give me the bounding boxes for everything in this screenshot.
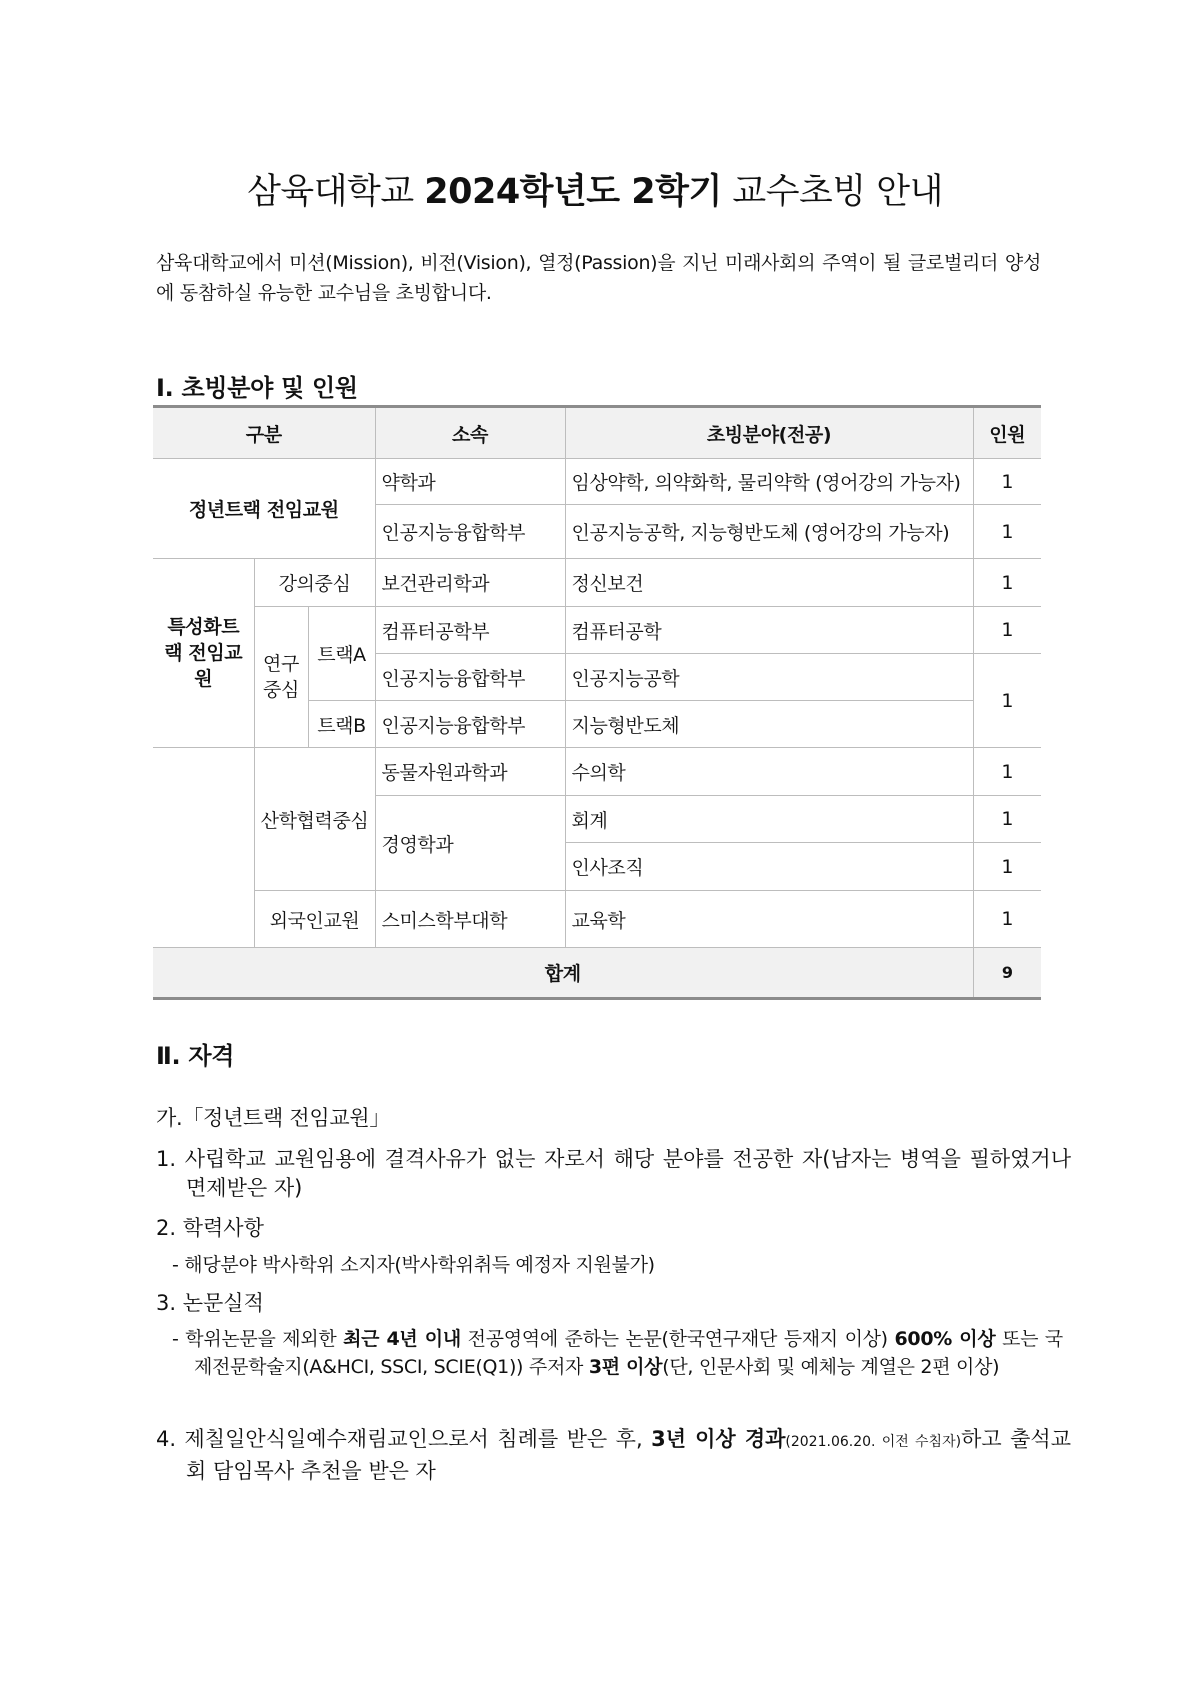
count-cell: 1	[973, 607, 1041, 654]
field-cell: 지능형반도체	[565, 701, 973, 748]
field-cell: 수의학	[565, 748, 973, 796]
dept-cell: 경영학과	[375, 796, 565, 891]
table-row	[153, 891, 1041, 948]
emphasis-percent: 600% 이상	[894, 1328, 996, 1350]
total-count: 9	[973, 948, 1041, 999]
title-text-end: 교수초빙 안내	[721, 172, 943, 212]
foreign-faculty: 외국인교원	[254, 891, 375, 948]
small-note: (2021.06.20. 이전 수침자)	[785, 1434, 962, 1450]
track-b: 트랙B	[308, 701, 375, 748]
section-heading-recruitment: Ⅰ. 초빙분야 및 인원	[156, 374, 358, 402]
header-count: 인원	[973, 407, 1041, 459]
text-span: 전공영역에 준하는 논문(한국연구재단 등재지 이상)	[460, 1328, 895, 1350]
count-cell: 1	[973, 505, 1041, 559]
count-cell: 1	[973, 559, 1041, 607]
qualification-item-4	[156, 1425, 1071, 1486]
count-cell: 1	[973, 654, 1041, 748]
text-span: 하고 출석교회 담임목사 추천을 받은 자	[186, 1427, 1071, 1483]
table-row	[153, 748, 1041, 796]
dept-cell: 인공지능융합학부	[375, 701, 565, 748]
count-cell: 1	[973, 891, 1041, 948]
header-field: 초빙분야(전공)	[565, 407, 973, 459]
count-cell: 1	[973, 796, 1041, 843]
dept-cell: 컴퓨터공학부	[375, 607, 565, 654]
table-row	[153, 559, 1041, 607]
qualification-item-2: 2. 학력사항	[156, 1216, 264, 1240]
field-cell: 임상약학, 의약화학, 물리약학 (영어강의 가능자)	[565, 459, 973, 505]
lecture-focus: 강의중심	[254, 559, 375, 607]
section-heading-qualifications: Ⅱ. 자격	[156, 1042, 235, 1070]
field-cell: 회계	[565, 796, 973, 843]
dept-cell: 인공지능융합학부	[375, 505, 565, 559]
title-text: 삼육대학교	[247, 172, 425, 212]
research-focus: 연구중심	[254, 607, 308, 748]
dept-cell: 보건관리학과	[375, 559, 565, 607]
text-span: 또는 국제전문학술지(A&HCI, SSCI, SCIE(Q1)) 주저자	[194, 1328, 1063, 1378]
emphasis-years: 3년 이상 경과	[651, 1427, 786, 1451]
field-cell: 인사조직	[565, 843, 973, 891]
qualification-item-2-detail: - 해당분야 박사학위 소지자(박사학위취득 예정자 지원불가)	[172, 1254, 655, 1276]
total-row	[153, 948, 1041, 999]
dept-cell: 약학과	[375, 459, 565, 505]
count-cell: 1	[973, 748, 1041, 796]
total-label: 합계	[153, 948, 973, 999]
qualification-item-1: 1. 사립학교 교원임용에 결격사유가 없는 자로서 해당 분야를 전공한 자(남자는 병역을 필하였거나 면제받은 자)	[156, 1147, 1071, 1200]
text-span: - 학위논문을 제외한	[172, 1328, 344, 1350]
field-cell: 인공지능공학, 지능형반도체 (영어강의 가능자)	[565, 505, 973, 559]
qualification-item-3: 3. 논문실적	[156, 1291, 264, 1315]
field-cell: 교육학	[565, 891, 973, 948]
header-department: 소속	[375, 407, 565, 459]
dept-cell: 스미스학부대학	[375, 891, 565, 948]
header-category: 구분	[153, 407, 375, 459]
table-row	[153, 459, 1041, 505]
text-span: 4. 제칠일안식일예수재림교인으로서 침례를 받은 후,	[156, 1427, 652, 1451]
dept-cell: 동물자원과학과	[375, 748, 565, 796]
intro-paragraph: 삼육대학교에서 미션(Mission), 비전(Vision), 열정(Passion)을 지닌 미래사회의 주역이 될 글로벌리더 양성에 동참하실 유능한 교수님을 초빙합니다.	[156, 252, 1041, 304]
subheading-tenure-track: 가.「정년트랙 전임교원」	[156, 1106, 391, 1130]
track-a: 트랙A	[308, 607, 375, 701]
track-tenure: 정년트랙 전임교원	[153, 459, 375, 559]
qualification-item-3-detail	[172, 1325, 1063, 1381]
document-title	[0, 164, 1190, 214]
count-cell: 1	[973, 843, 1041, 891]
emphasis-recent-years: 최근 4년 이내	[343, 1328, 461, 1350]
empty-cell	[153, 748, 254, 948]
field-cell: 컴퓨터공학	[565, 607, 973, 654]
count-cell: 1	[973, 459, 1041, 505]
recruitment-table	[153, 405, 1041, 1000]
emphasis-papers: 3편 이상	[588, 1356, 663, 1378]
field-cell: 정신보건	[565, 559, 973, 607]
table-header-row	[153, 407, 1041, 459]
industry-focus: 산학협력중심	[254, 748, 375, 891]
table-row	[153, 607, 1041, 654]
text-span: (단, 인문사회 및 예체능 계열은 2편 이상)	[662, 1356, 1000, 1378]
field-cell: 인공지능공학	[565, 654, 973, 701]
track-specialized: 특성화트랙 전임교원	[153, 559, 254, 748]
title-bold-text: 2024학년도 2학기	[424, 172, 722, 212]
dept-cell: 인공지능융합학부	[375, 654, 565, 701]
